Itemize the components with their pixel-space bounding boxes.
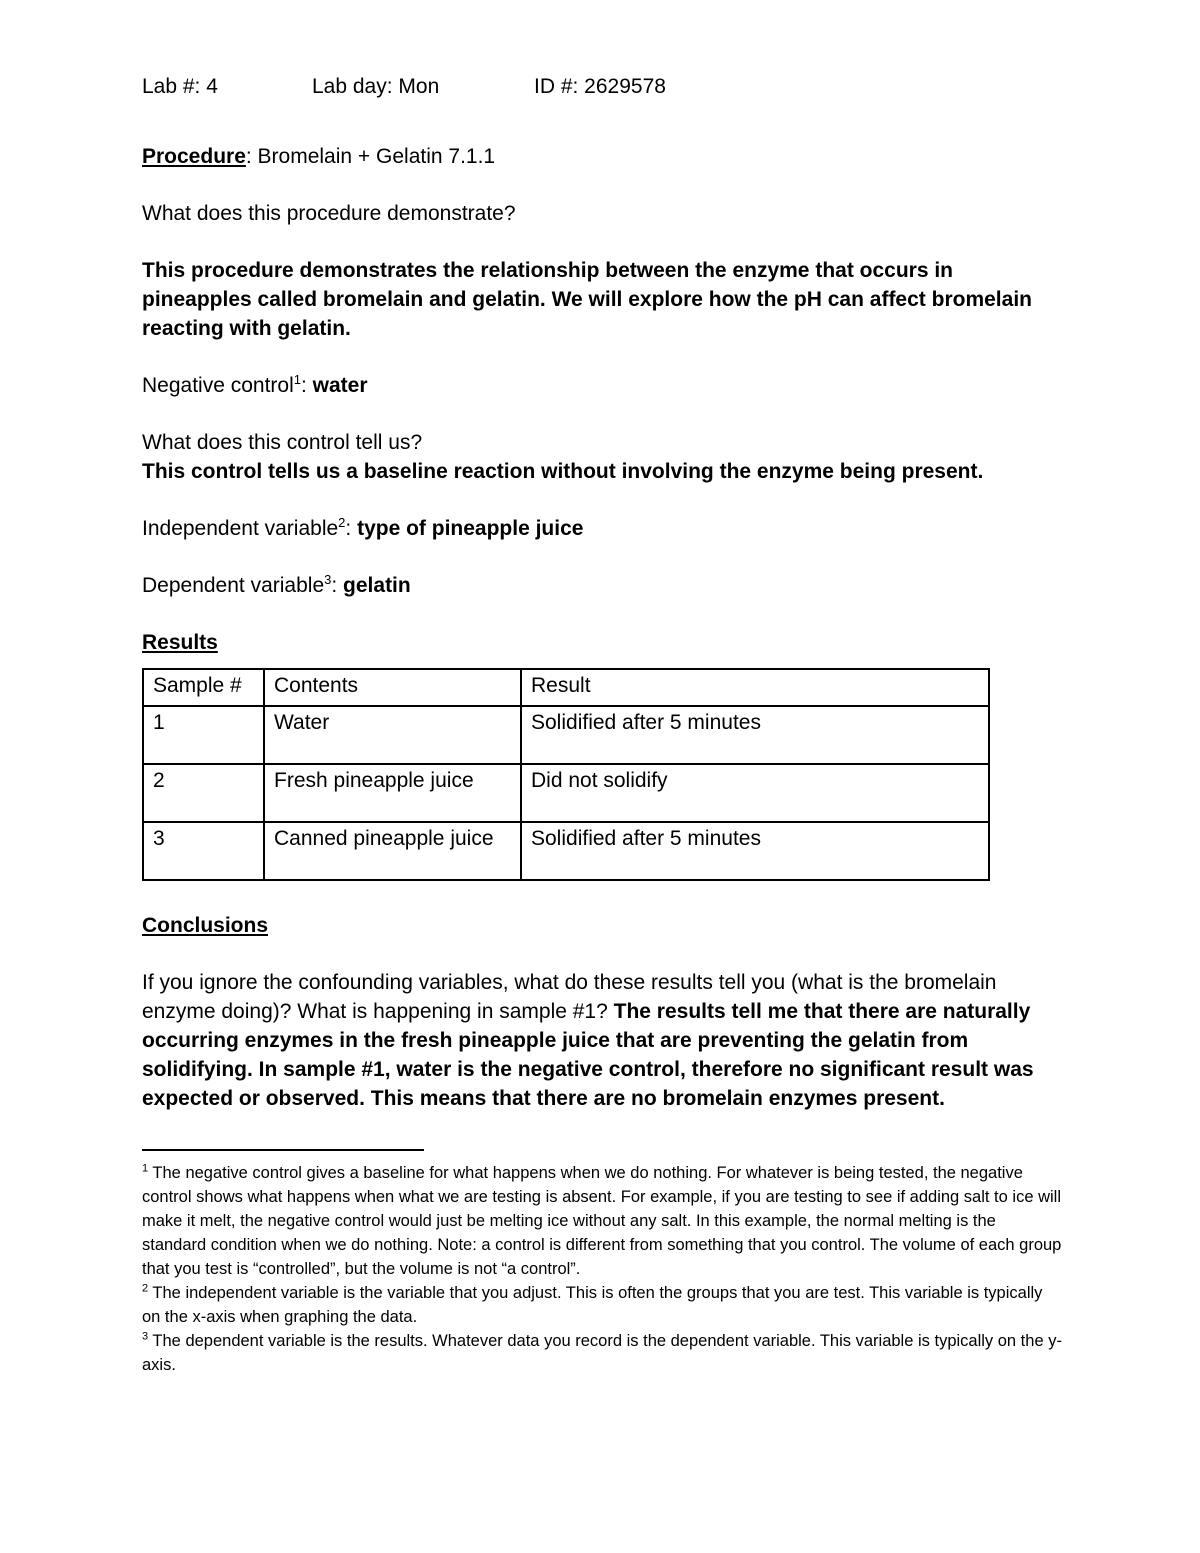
negative-control-value: water	[312, 374, 368, 397]
table-cell: 2	[143, 764, 264, 822]
independent-variable-label: Independent variable	[142, 517, 339, 540]
footnotes	[142, 1161, 1062, 1377]
table-cell: Fresh pineapple juice	[264, 764, 521, 822]
student-id: ID #: 2629578	[534, 75, 666, 98]
results-heading: Results	[142, 631, 218, 654]
table-cell: Solidified after 5 minutes	[521, 706, 989, 764]
negative-control-line: Negative control$^1$: water	[142, 372, 368, 397]
conclusions-answer: The results tell me that there are naturally occurring enzymes in the fresh pineapple juice that are preventing the gelatin from solidifying. In sample #1, water is the negative control, therefore no significant result was expected or observed. This means that there are no bromelain enzymes present.	[142, 1000, 1034, 1110]
column-header: Sample #	[143, 669, 264, 706]
table-row	[143, 764, 989, 822]
table-cell: Water	[264, 706, 521, 764]
conclusions-heading: Conclusions	[142, 914, 269, 937]
footnote-text: The dependent variable is the results. Whatever data you record is the dependent variable. This variable is typically on the y-axis.	[142, 1332, 1062, 1374]
table-row	[143, 706, 989, 764]
lab-number: Lab #: 4	[142, 75, 218, 98]
header-row	[142, 72, 1062, 100]
conclusions-question: If you ignore the confounding variables, what do these results tell you (what is the bromelain enzyme doing)? What is happening in sample #1?	[142, 971, 997, 1023]
footnote-separator	[142, 1149, 424, 1151]
table-cell: 1	[143, 706, 264, 764]
conclusions-paragraph	[142, 968, 1062, 1113]
footnote	[142, 1161, 1062, 1281]
footnote-number: 1	[142, 1162, 149, 1175]
table-row	[143, 822, 989, 880]
results-table	[142, 668, 990, 881]
procedure-line	[142, 142, 1062, 171]
dependent-variable-label: Dependent variable	[142, 574, 325, 597]
procedure-value: : Bromelain + Gelatin 7.1.1	[245, 145, 496, 168]
question-demonstrate: What does this procedure demonstrate?	[142, 202, 516, 225]
table-cell: Solidified after 5 minutes	[521, 822, 989, 880]
independent-variable-line: Independent variable$^2$: type of pineapple juice	[142, 515, 584, 540]
column-header: Contents	[264, 669, 521, 706]
footnote-number: 2	[142, 1282, 149, 1295]
table-cell: Canned pineapple juice	[264, 822, 521, 880]
independent-variable-value: type of pineapple juice	[357, 517, 584, 540]
footnote-ref-2: 2	[338, 515, 346, 530]
table-cell: Did not solidify	[521, 764, 989, 822]
answer-control: This control tells us a baseline reaction without involving the enzyme being present.	[142, 460, 984, 483]
footnote	[142, 1281, 1062, 1329]
column-header: Result	[521, 669, 989, 706]
dependent-variable-value: gelatin	[343, 574, 411, 597]
footnote-ref-1: 1	[293, 372, 301, 387]
footnote-text: The independent variable is the variable that you adjust. This is often the groups that you are test. This variable is typically on the x-axis when graphing the data.	[142, 1284, 1043, 1326]
footnote	[142, 1329, 1062, 1377]
footnote-text: The negative control gives a baseline for what happens when we do nothing. For whatever is being tested, the negative control shows what happens when what we are testing is absent. For example, if you are testing to see if adding salt to ice will make it melt, the negative control would just be melting ice without any salt. In this example, the normal melting is the standard condition when we do nothing. Note: a control is different from something that you control. The volume of each group that you test is “controlled”, but the volume is not “a control”.	[142, 1164, 1062, 1278]
procedure-label: Procedure	[142, 145, 246, 168]
answer-demonstrate: This procedure demonstrates the relationship between the enzyme that occurs in pineapples called bromelain and gelatin. We will explore how the pH can affect bromelain reacting with gelatin.	[142, 259, 1032, 340]
table-cell: 3	[143, 822, 264, 880]
table-header-row	[143, 669, 989, 706]
negative-control-label: Negative control	[142, 374, 294, 397]
footnote-ref-3: 3	[324, 572, 332, 587]
question-control: What does this control tell us?	[142, 431, 423, 454]
footnote-number: 3	[142, 1330, 149, 1343]
lab-day: Lab day: Mon	[312, 75, 440, 98]
document-page	[142, 72, 1062, 1377]
dependent-variable-line: Dependent variable$^3$: gelatin	[142, 572, 411, 597]
